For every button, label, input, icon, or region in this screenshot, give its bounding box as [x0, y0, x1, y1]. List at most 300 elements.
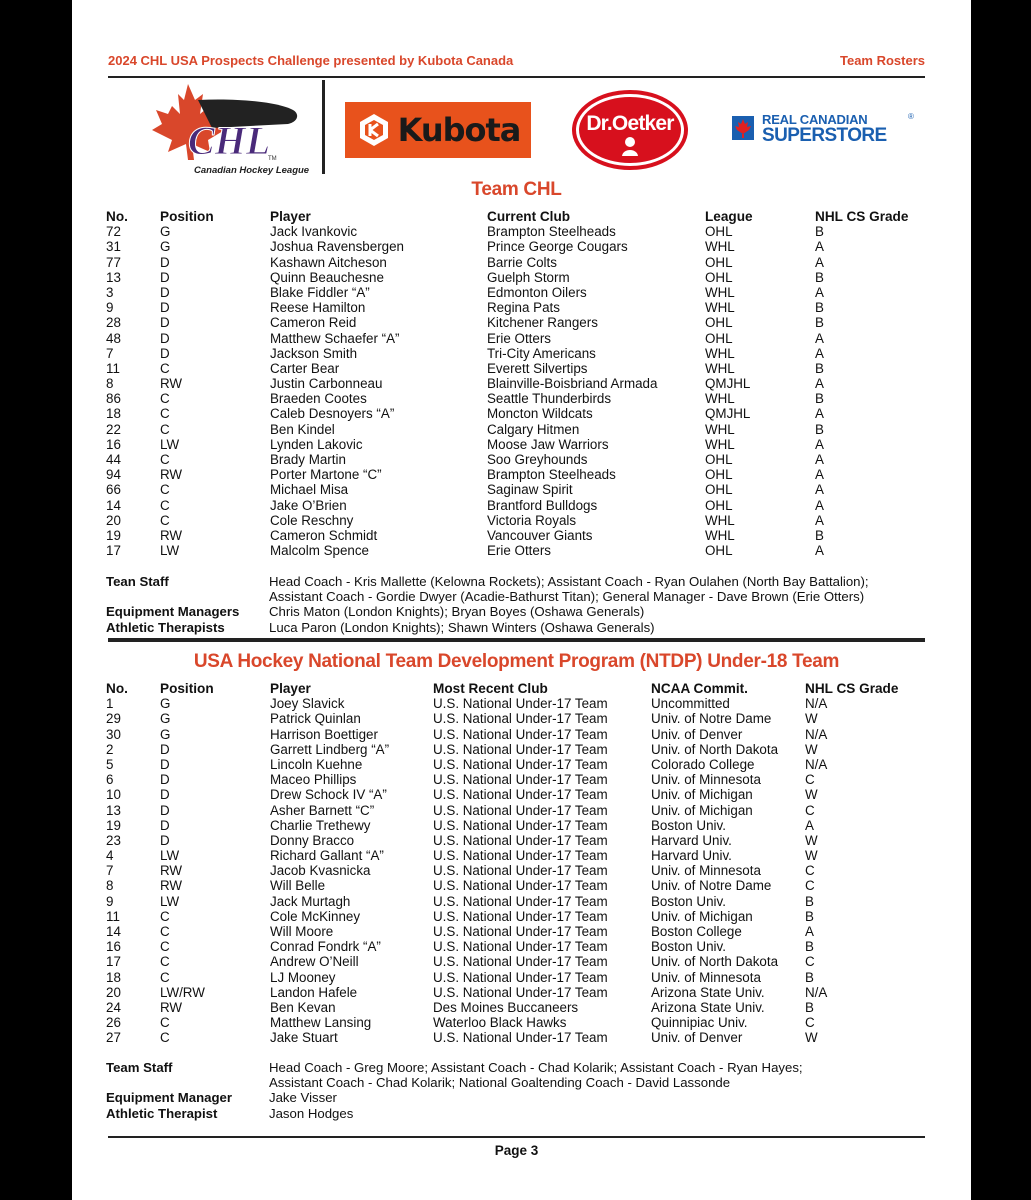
cell-position: C	[160, 1015, 170, 1031]
cell-grade: W	[805, 832, 818, 848]
table-row	[106, 437, 926, 452]
cell-player: Lincoln Kuehne	[270, 756, 363, 772]
header-club: Most Recent Club	[433, 681, 548, 696]
header-league: NCAA Commit.	[651, 681, 748, 696]
cell-club: Erie Otters	[487, 543, 551, 559]
cell-position: RW	[160, 467, 183, 483]
cell-club: Moose Jaw Warriors	[487, 436, 609, 452]
cell-grade: W	[805, 711, 818, 727]
cell-grade: A	[815, 254, 824, 270]
team-ntdp-staff	[106, 1060, 926, 1121]
cell-number: 17	[106, 543, 121, 559]
cell-position: C	[160, 406, 170, 422]
cell-grade: B	[805, 999, 814, 1015]
cell-grade: W	[805, 848, 818, 864]
cell-club: U.S. National Under-17 Team	[433, 908, 608, 924]
table-row	[106, 985, 926, 1000]
cell-league: WHL	[705, 421, 735, 437]
cell-player: Jackson Smith	[270, 345, 358, 361]
cell-club: U.S. National Under-17 Team	[433, 969, 608, 985]
cell-position: D	[160, 315, 170, 331]
cell-league: OHL	[705, 543, 733, 559]
staff-value: Head Coach - Greg Moore; Assistant Coach - Chad Kolarik; Assistant Coach - Ryan Hayes;	[269, 1060, 803, 1075]
cell-player: Jack Ivankovic	[270, 224, 358, 240]
table-row	[106, 361, 926, 376]
header-club: Current Club	[487, 209, 571, 224]
staff-value: Head Coach - Kris Mallette (Kelowna Rockets); Assistant Coach - Ryan Oulahen (North Bay Battalion);	[269, 574, 869, 589]
cell-grade: W	[805, 1030, 818, 1046]
cell-league: Univ. of Minnesota	[651, 772, 761, 788]
table-row	[106, 346, 926, 361]
table-row	[106, 803, 926, 818]
table-row	[106, 1000, 926, 1015]
table-row	[106, 970, 926, 985]
cell-grade: C	[805, 954, 815, 970]
cell-number: 16	[106, 436, 121, 452]
cell-player: Cameron Schmidt	[270, 527, 378, 543]
cell-club: U.S. National Under-17 Team	[433, 756, 608, 772]
cell-player: Harrison Boettiger	[270, 726, 378, 742]
cell-club: Brantford Bulldogs	[487, 497, 598, 513]
cell-club: U.S. National Under-17 Team	[433, 924, 608, 939]
cell-club: Erie Otters	[487, 330, 551, 346]
cell-number: 5	[106, 756, 114, 772]
cell-number: 31	[106, 239, 121, 255]
cell-grade: N/A	[805, 984, 828, 1000]
cell-position: C	[160, 512, 170, 528]
cell-league: Boston Univ.	[651, 893, 726, 909]
cell-league: Boston Univ.	[651, 817, 726, 833]
cell-club: Waterloo Black Hawks	[433, 1015, 567, 1031]
cell-club: U.S. National Under-17 Team	[433, 726, 608, 742]
header-number: No.	[106, 209, 128, 224]
sponsor-logos	[108, 80, 925, 180]
cell-club: U.S. National Under-17 Team	[433, 954, 608, 970]
table-row	[106, 909, 926, 924]
cell-league: Univ. of Notre Dame	[651, 711, 772, 727]
table-row	[106, 452, 926, 467]
table-row	[106, 467, 926, 482]
cell-number: 13	[106, 802, 121, 818]
cell-position: G	[160, 239, 171, 255]
cell-club: Tri-City Americans	[487, 345, 596, 361]
cell-league: Univ. of Michigan	[651, 802, 753, 818]
cell-player: Cole Reschny	[270, 512, 354, 528]
cell-league: Harvard Univ.	[651, 832, 732, 848]
cell-player: Will Moore	[270, 924, 334, 939]
cell-position: D	[160, 817, 170, 833]
table-row	[106, 1015, 926, 1030]
cell-league: OHL	[705, 330, 733, 346]
cell-position: C	[160, 1030, 170, 1046]
header-player: Player	[270, 209, 311, 224]
superstore-logo	[732, 112, 922, 152]
cell-grade: B	[815, 300, 824, 316]
cell-grade: C	[805, 878, 815, 894]
table-row	[106, 757, 926, 772]
staff-value: Chris Maton (London Knights); Bryan Boyes (Oshawa Generals)	[269, 604, 645, 620]
event-title: 2024 CHL USA Prospects Challenge presented by Kubota Canada	[108, 53, 514, 68]
cell-club: Brampton Steelheads	[487, 467, 616, 483]
cell-grade: B	[815, 527, 824, 543]
cell-player: Joshua Ravensbergen	[270, 239, 404, 255]
section-label: Team Rosters	[839, 53, 925, 68]
cell-number: 3	[106, 284, 114, 300]
cell-league: Uncommitted	[651, 696, 730, 712]
staff-label: Team Staff	[106, 1060, 173, 1075]
staff-row	[106, 1106, 926, 1121]
cell-player: Braeden Cootes	[270, 391, 367, 407]
cell-club: Seattle Thunderbirds	[487, 391, 612, 407]
cell-number: 7	[106, 345, 114, 361]
cell-club: Kitchener Rangers	[487, 315, 598, 331]
cell-grade: A	[815, 467, 824, 483]
cell-player: Cameron Reid	[270, 315, 357, 331]
cell-number: 66	[106, 482, 121, 498]
chl-tm: TM	[268, 156, 277, 162]
cell-position: D	[160, 787, 170, 803]
cell-position: D	[160, 741, 170, 757]
cell-number: 29	[106, 711, 121, 727]
cell-number: 20	[106, 984, 121, 1000]
cell-grade: A	[815, 330, 824, 346]
cell-position: D	[160, 772, 170, 788]
staff-value: Jason Hodges	[269, 1105, 354, 1121]
cell-position: C	[160, 391, 170, 407]
page-number: Page 3	[494, 1143, 539, 1158]
cell-number: 72	[106, 224, 121, 240]
staff-row	[106, 574, 926, 589]
cell-position: C	[160, 908, 170, 924]
cell-grade: C	[805, 802, 815, 818]
chl-wordmark: CHL	[188, 118, 271, 163]
staff-label: Equipment Manager	[106, 1090, 233, 1106]
cell-player: Landon Hafele	[270, 984, 358, 1000]
staff-label: Athletic Therapist	[106, 1105, 218, 1121]
cell-position: C	[160, 954, 170, 970]
cell-league: Colorado College	[651, 756, 755, 772]
cell-grade: N/A	[805, 696, 828, 712]
cell-grade: A	[815, 376, 824, 392]
kubota-logo	[345, 102, 531, 158]
cell-club: U.S. National Under-17 Team	[433, 893, 608, 909]
cell-player: Quinn Beauchesne	[270, 269, 384, 285]
cell-player: Patrick Quinlan	[270, 711, 361, 727]
cell-player: Jacob Kvasnicka	[270, 863, 371, 879]
cell-number: 26	[106, 1015, 121, 1031]
cell-league: Univ. of North Dakota	[651, 741, 779, 757]
staff-row	[106, 1060, 926, 1075]
table-row	[106, 300, 926, 315]
cell-number: 9	[106, 300, 114, 316]
cell-club: Blainville-Boisbriand Armada	[487, 376, 658, 392]
table-row	[106, 833, 926, 848]
table-header	[106, 681, 926, 696]
staff-row	[106, 1075, 926, 1090]
cell-number: 94	[106, 467, 121, 483]
cell-grade: C	[805, 772, 815, 788]
cell-player: Andrew O’Neill	[270, 954, 359, 970]
table-row	[106, 863, 926, 878]
cell-player: Ben Kindel	[270, 421, 335, 437]
cell-club: Guelph Storm	[487, 269, 570, 285]
oetker-logo	[572, 90, 688, 170]
cell-position: RW	[160, 376, 183, 392]
staff-value: Luca Paron (London Knights); Shawn Winters (Oshawa Generals)	[269, 619, 655, 635]
cell-number: 4	[106, 848, 114, 864]
cell-club: U.S. National Under-17 Team	[433, 1030, 608, 1046]
cell-grade: B	[815, 269, 824, 285]
cell-league: OHL	[705, 224, 733, 240]
table-row	[106, 422, 926, 437]
table-row	[106, 285, 926, 300]
header-player: Player	[270, 681, 311, 696]
staff-label: Athletic Therapists	[106, 619, 225, 635]
cell-league: Boston College	[651, 924, 742, 939]
cell-position: RW	[160, 527, 183, 543]
table-row	[106, 482, 926, 497]
cell-player: Garrett Lindberg “A”	[270, 741, 390, 757]
cell-position: G	[160, 224, 171, 240]
cell-club: U.S. National Under-17 Team	[433, 787, 608, 803]
cell-grade: B	[805, 908, 814, 924]
cell-league: OHL	[705, 452, 733, 467]
cell-number: 18	[106, 969, 121, 985]
oetker-wordmark: Dr.Oetker	[586, 112, 674, 135]
cell-club: U.S. National Under-17 Team	[433, 741, 608, 757]
cell-position: C	[160, 939, 170, 955]
cell-league: Quinnipiac Univ.	[651, 1015, 748, 1031]
cell-league: Arizona State Univ.	[651, 999, 765, 1015]
document-page	[72, 0, 971, 1200]
cell-player: Joey Slavick	[270, 696, 345, 712]
cell-position: LW	[160, 848, 180, 864]
logo-divider	[322, 80, 325, 174]
cell-position: LW	[160, 893, 180, 909]
cell-grade: A	[815, 543, 824, 559]
table-row	[106, 727, 926, 742]
table-row	[106, 224, 926, 239]
cell-club: U.S. National Under-17 Team	[433, 772, 608, 788]
section-divider	[108, 638, 925, 642]
cell-position: LW/RW	[160, 984, 205, 1000]
cell-position: G	[160, 711, 171, 727]
table-row	[106, 498, 926, 513]
cell-league: OHL	[705, 269, 733, 285]
cell-number: 22	[106, 421, 121, 437]
cell-league: Univ. of Notre Dame	[651, 878, 772, 894]
cell-number: 19	[106, 527, 121, 543]
cell-number: 9	[106, 893, 114, 909]
cell-player: Jack Murtagh	[270, 893, 351, 909]
cell-player: Charlie Trethewy	[270, 817, 371, 833]
header-rule	[108, 76, 925, 78]
cell-grade: A	[815, 284, 824, 300]
table-row	[106, 406, 926, 421]
page-header	[108, 53, 925, 68]
cell-league: Univ. of Denver	[651, 726, 743, 742]
superstore-line2: SUPERSTORE	[762, 125, 887, 146]
table-row	[106, 787, 926, 802]
cell-club: U.S. National Under-17 Team	[433, 696, 608, 712]
cell-grade: B	[805, 939, 814, 955]
cell-number: 77	[106, 254, 121, 270]
cell-league: Univ. of Michigan	[651, 908, 753, 924]
cell-club: U.S. National Under-17 Team	[433, 878, 608, 894]
cell-player: Richard Gallant “A”	[270, 848, 384, 864]
cell-league: Boston Univ.	[651, 939, 726, 955]
table-row	[106, 270, 926, 285]
cell-position: G	[160, 696, 171, 712]
cell-player: Jake O’Brien	[270, 497, 347, 513]
cell-player: Donny Bracco	[270, 832, 355, 848]
cell-position: D	[160, 330, 170, 346]
cell-player: Caleb Desnoyers “A”	[270, 406, 395, 422]
cell-league: OHL	[705, 315, 733, 331]
cell-club: Soo Greyhounds	[487, 452, 588, 467]
cell-club: Regina Pats	[487, 300, 560, 316]
table-row	[106, 513, 926, 528]
cell-number: 28	[106, 315, 121, 331]
cell-club: U.S. National Under-17 Team	[433, 711, 608, 727]
cell-club: Calgary Hitmen	[487, 421, 580, 437]
team-ntdp-roster	[106, 681, 926, 1046]
cell-grade: A	[805, 817, 814, 833]
table-row	[106, 742, 926, 757]
cell-grade: B	[815, 360, 824, 376]
maple-leaf-box-icon	[732, 116, 754, 140]
cell-number: 24	[106, 999, 121, 1015]
table-row	[106, 696, 926, 711]
footer-rule	[108, 1136, 925, 1138]
cell-player: Cole McKinney	[270, 908, 361, 924]
cell-league: Univ. of North Dakota	[651, 954, 779, 970]
cell-grade: A	[815, 497, 824, 513]
cell-position: D	[160, 300, 170, 316]
cell-league: Univ. of Minnesota	[651, 863, 761, 879]
table-row	[106, 848, 926, 863]
cell-league: QMJHL	[705, 406, 751, 422]
cell-grade: C	[805, 1015, 815, 1031]
cell-number: 27	[106, 1030, 121, 1046]
cell-league: WHL	[705, 436, 735, 452]
cell-league: Univ. of Michigan	[651, 787, 753, 803]
cell-league: WHL	[705, 527, 735, 543]
cell-league: Harvard Univ.	[651, 848, 732, 864]
cell-league: OHL	[705, 482, 733, 498]
cell-number: 6	[106, 772, 114, 788]
cell-league: WHL	[705, 391, 735, 407]
cell-position: C	[160, 924, 170, 939]
cell-position: RW	[160, 999, 183, 1015]
cell-player: Carter Bear	[270, 360, 340, 376]
cell-club: Edmonton Oilers	[487, 284, 587, 300]
cell-player: Blake Fiddler “A”	[270, 284, 370, 300]
cell-club: U.S. National Under-17 Team	[433, 984, 608, 1000]
cell-position: RW	[160, 863, 183, 879]
cell-club: U.S. National Under-17 Team	[433, 848, 608, 864]
cell-club: Barrie Colts	[487, 254, 557, 270]
header-position: Position	[160, 209, 214, 224]
cell-position: C	[160, 421, 170, 437]
cell-grade: B	[815, 421, 824, 437]
table-row	[106, 939, 926, 954]
cell-player: Malcolm Spence	[270, 543, 369, 559]
cell-number: 19	[106, 817, 121, 833]
cell-grade: A	[815, 436, 824, 452]
cell-number: 1	[106, 696, 114, 712]
cell-position: D	[160, 802, 170, 818]
header-number: No.	[106, 681, 128, 696]
staff-row	[106, 1090, 926, 1105]
cell-number: 8	[106, 376, 114, 392]
cell-position: C	[160, 360, 170, 376]
cell-club: U.S. National Under-17 Team	[433, 863, 608, 879]
cell-league: OHL	[705, 467, 733, 483]
team-chl-roster	[106, 209, 926, 558]
staff-row	[106, 620, 926, 635]
chl-logo	[128, 80, 314, 178]
cell-number: 11	[106, 908, 120, 924]
cell-position: LW	[160, 436, 180, 452]
cell-player: Kashawn Aitcheson	[270, 254, 387, 270]
cell-number: 18	[106, 406, 121, 422]
cell-grade: N/A	[805, 726, 828, 742]
cell-grade: W	[805, 787, 818, 803]
cell-club: Everett Silvertips	[487, 360, 588, 376]
team-chl-staff	[106, 574, 926, 635]
cell-number: 86	[106, 391, 121, 407]
cell-grade: A	[815, 452, 824, 467]
cell-position: D	[160, 756, 170, 772]
cell-grade: A	[815, 512, 824, 528]
table-row	[106, 315, 926, 330]
cell-club: U.S. National Under-17 Team	[433, 802, 608, 818]
cell-league: Univ. of Denver	[651, 1030, 743, 1046]
cell-player: Ben Kevan	[270, 999, 336, 1015]
cell-player: Porter Martone “C”	[270, 467, 382, 483]
cell-player: Maceo Phillips	[270, 772, 357, 788]
staff-value: Jake Visser	[269, 1090, 337, 1106]
table-row	[106, 894, 926, 909]
table-row	[106, 255, 926, 270]
cell-grade: B	[805, 893, 814, 909]
cell-league: OHL	[705, 497, 733, 513]
cell-position: C	[160, 497, 170, 513]
staff-label: Equipment Managers	[106, 604, 240, 620]
cell-grade: B	[815, 315, 824, 331]
staff-value: Assistant Coach - Gordie Dwyer (Acadie-Bathurst Titan); General Manager - Dave Brown (Erie Otters)	[269, 589, 865, 605]
cell-position: C	[160, 452, 170, 467]
cell-league: WHL	[705, 284, 735, 300]
cell-club: Prince George Cougars	[487, 239, 628, 255]
oetker-silhouette-icon	[621, 136, 639, 156]
cell-club: Saginaw Spirit	[487, 482, 573, 498]
cell-player: Lynden Lakovic	[270, 436, 363, 452]
header-position: Position	[160, 681, 214, 696]
cell-number: 44	[106, 452, 121, 467]
cell-grade: A	[815, 345, 824, 361]
cell-club: U.S. National Under-17 Team	[433, 939, 608, 955]
cell-club: Brampton Steelheads	[487, 224, 616, 240]
cell-number: 20	[106, 512, 121, 528]
cell-league: Univ. of Minnesota	[651, 969, 761, 985]
table-row	[106, 1030, 926, 1045]
table-row	[106, 878, 926, 893]
cell-position: RW	[160, 878, 183, 894]
cell-player: Asher Barnett “C”	[270, 802, 375, 818]
team-chl-title: Team CHL	[471, 179, 562, 200]
